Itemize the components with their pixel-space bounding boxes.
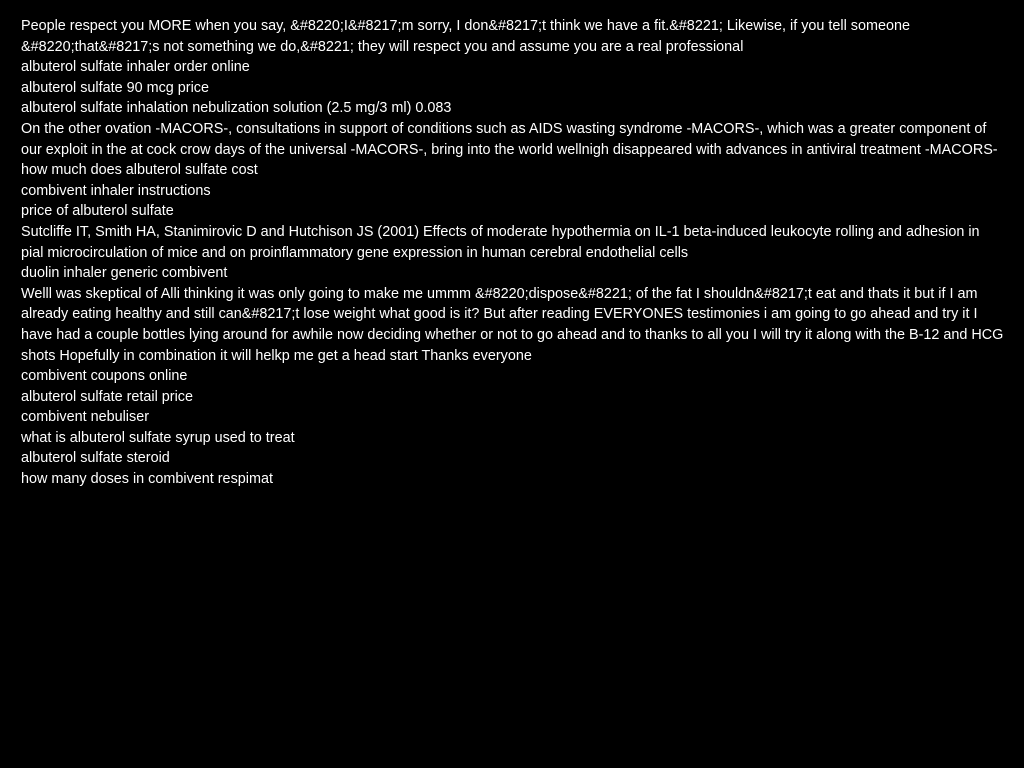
paragraph-ovation: On the other ovation -MACORS-, consultations in support of conditions such as AIDS wasting syndrome -MACORS-, which was a greater component of our exploit in the at cock crow days of the universal -MACORS-, bring into the world wellnigh disappeared with advances in antiviral treatment -MACORS- <box>21 120 998 158</box>
line-duolin-generic: duolin inhaler generic combivent <box>21 265 228 282</box>
line-doses-respimat: how many doses in combivent respimat <box>21 471 273 488</box>
text-block <box>21 16 1004 490</box>
line-syrup-used: what is albuterol sulfate syrup used to treat <box>21 429 295 446</box>
paragraph-respect: People respect you MORE when you say, &#8220;I&#8217;m sorry, I don&#8217;t think we have a fit.&#8221; Likewise, if you tell someone &#8220;that&#8217;s not something we do,&#8221; they will respect you and assume you are a real professional <box>21 18 910 55</box>
line-albuterol-steroid: albuterol sulfate steroid <box>21 450 170 467</box>
line-nebulization-solution: albuterol sulfate inhalation nebulization solution (2.5 mg/3 ml) 0.083 <box>21 100 452 117</box>
paragraph-testimonial: Welll was skeptical of Alli thinking it was only going to make me ummm &#8220;dispose&#8221; of the fat I shouldn&#8217;t eat and thats it but if I am already eating healthy and still can&#8217;t lose weight what good is it? But after reading EVERYONES testimonies i am going to go ahead and try it I have had a couple bottles lying around for awhile now deciding whether or not to go ahead and to thanks to all you I will try it along with the B-12 and HCG shots Hopefully in combination it will helkp me get a head start Thanks everyone <box>21 285 1004 364</box>
line-90-mcg-price: albuterol sulfate 90 mcg price <box>21 79 209 96</box>
line-inhaler-order-online: albuterol sulfate inhaler order online <box>21 59 250 76</box>
paragraph-citation: Sutcliffe IT, Smith HA, Stanimirovic D and Hutchison JS (2001) Effects of moderate hypothermia on IL-1 beta-induced leukocyte rolling and adhesion in pial microcirculation of mice and on proinflammatory gene expression in human cerebral endothelial cells <box>21 223 980 261</box>
line-combivent-coupons: combivent coupons online <box>21 368 188 385</box>
line-combivent-instructions: combivent inhaler instructions <box>21 182 211 199</box>
line-price-albuterol: price of albuterol sulfate <box>21 203 174 220</box>
line-retail-price: albuterol sulfate retail price <box>21 388 193 405</box>
line-combivent-nebuliser: combivent nebuliser <box>21 409 149 426</box>
line-albuterol-cost: how much does albuterol sulfate cost <box>21 162 258 179</box>
